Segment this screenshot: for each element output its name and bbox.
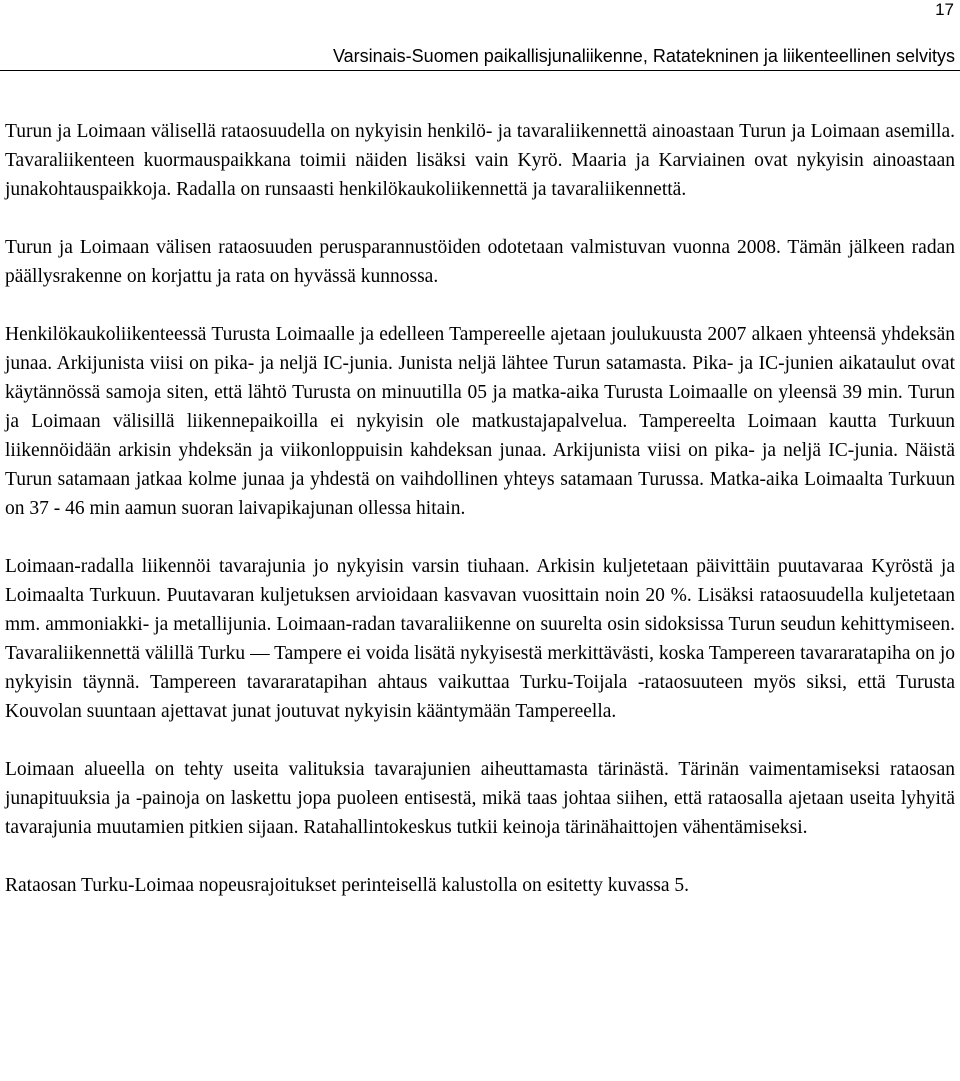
paragraph-5: Loimaan alueella on tehty useita valituksia tavarajunien aiheuttamasta tärinästä. Tärinän vaimentamiseksi rataosan junapituuksia ja -painoja on laskettu jopa puoleen entisestä, mikä taas johtaa siihen, että rataosalla ajetaan useita lyhyitä tavarajunia muutamien pitkien sijaan. Ratahallintokeskus tutkii keinoja tärinähaittojen vähentämiseksi.: [5, 759, 955, 838]
body-text: [5, 117, 955, 900]
header-rule: [0, 70, 960, 71]
page-number: 17: [935, 0, 954, 19]
paragraph-4: Loimaan-radalla liikennöi tavarajunia jo nykyisin varsin tiuhaan. Arkisin kuljetetaan päivittäin puutavaraa Kyröstä ja Loimaalta Turkuun. Puutavaran kuljetuksen arvioidaan kasvavan vuosittain noin 20 %. Lisäksi rataosuudella kuljetetaan mm. ammoniakki- ja metallijunia. Loimaan-radan tavaraliikenne on suurelta osin sidoksissa Turun seudun kehittymiseen. Tavaraliikennettä välillä Turku — Tampere ei voida lisätä nykyisestä merkittävästi, koska Tampereen tavararatapiha on jo nykyisin täynnä. Tampereen tavararatapihan ahtaus vaikuttaa Turku-Toijala -rataosuuteen myös siksi, että Turusta Kouvolan suuntaan ajettavat junat joutuvat nykyisin kääntymään Tampereella.: [5, 556, 955, 722]
running-header: Varsinais-Suomen paikallisjunaliikenne, Ratatekninen ja liikenteellinen selvitys: [332, 46, 955, 66]
paragraph-2: Turun ja Loimaan välisen rataosuuden perusparannustöiden odotetaan valmistuvan vuonna 2008. Tämän jälkeen radan päällysrakenne on korjattu ja rata on hyvässä kunnossa.: [5, 237, 955, 287]
paragraph-1: Turun ja Loimaan välisellä rataosuudella on nykyisin henkilö- ja tavaraliikennettä ainoastaan Turun ja Loimaan asemilla. Tavaraliikenteen kuormauspaikkana toimii näiden lisäksi vain Kyrö. Maaria ja Karviainen ovat nykyisin ainoastaan junakohtauspaikkoja. Radalla on runsaasti henkilökaukoliikennettä ja tavaraliikennettä.: [5, 121, 955, 200]
paragraph-3: Henkilökaukoliikenteessä Turusta Loimaalle ja edelleen Tampereelle ajetaan joulukuusta 2007 alkaen yhteensä yhdeksän junaa. Arkijunista viisi on pika- ja neljä IC-junia. Junista neljä lähtee Turun satamasta. Pika- ja IC-junien aikataulut ovat käytännössä samoja siten, että lähtö Turusta on minuutilla 05 ja matka-aika Turusta Loimaalle on yleensä 39 min. Turun ja Loimaan välisillä liikennepaikoilla ei nykyisin ole matkustajapalvelua. Tampereelta Loimaan kautta Turkuun liikennöidään arkisin yhdeksän ja viikonloppuisin kahdeksan junaa. Arkijunista viisi on pika- ja neljä IC-junia. Näistä Turun satamaan jatkaa kolme junaa ja yhdestä on vaihdollinen yhteys satamaan Turussa. Matka-aika Loimaalta Turkuun on 37 - 46 min aamun suoran laivapikajunan ollessa hitain.: [5, 324, 955, 519]
paragraph-6: Rataosan Turku-Loimaa nopeusrajoitukset perinteisellä kalustolla on esitetty kuvassa 5.: [5, 875, 689, 896]
